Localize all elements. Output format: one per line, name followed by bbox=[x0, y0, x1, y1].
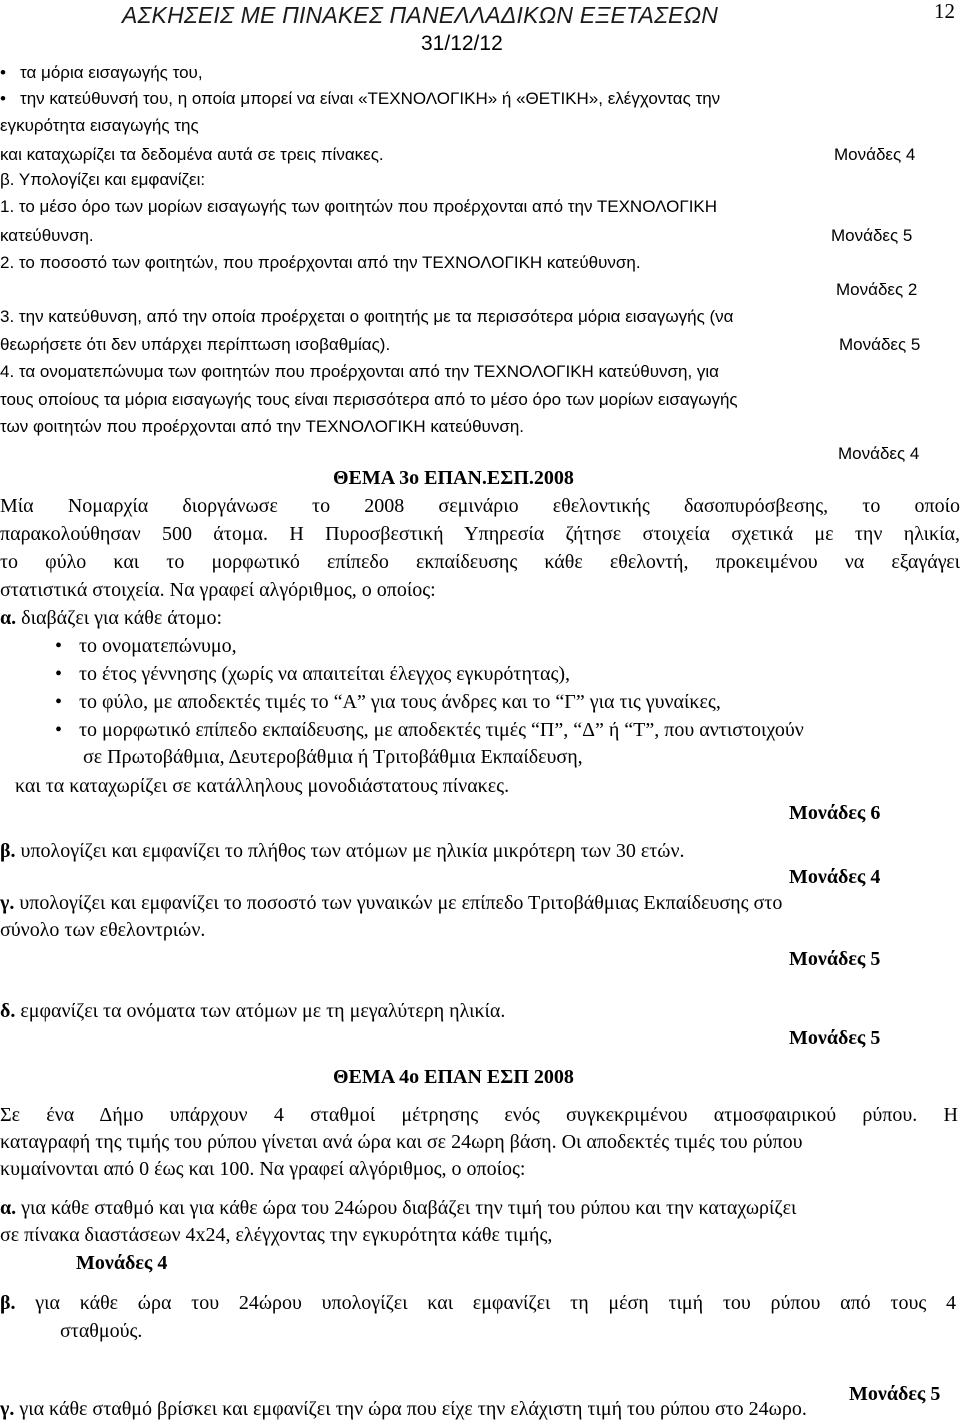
points-label: Μονάδες 4 bbox=[789, 866, 881, 888]
page-number: 12 bbox=[934, 0, 955, 23]
bullet-item: • το φύλο, με αποδεκτές τιμές το “Α” για τους άνδρες και το “Γ” για τις γυναίκες, bbox=[55, 691, 721, 713]
bullet-item: • το μορφωτικό επίπεδο εκπαίδευσης, με αποδεκτές τιμές “Π”, “Δ” ή “Τ”, που αντιστοιχούν bbox=[55, 719, 804, 741]
item-label: γ. bbox=[0, 892, 15, 914]
bullet-item: • το ονοματεπώνυμο, bbox=[55, 635, 237, 657]
paragraph-line: Μία Νομαρχία διοργάνωσε το 2008 σεμινάριο εθελοντικής δασοπυρόσβεσης, το οποίο bbox=[0, 495, 960, 517]
text-line: σύνολο των εθελοντριών. bbox=[0, 919, 206, 941]
text-line: θεωρήσετε ότι δεν υπάρχει περίπτωση ισοβαθμίας). bbox=[0, 335, 391, 354]
points-label: Μονάδες 5 bbox=[789, 948, 881, 970]
bullet-icon: • bbox=[55, 663, 63, 685]
text-line: 2. το ποσοστό των φοιτητών, που προέρχονται από την ΤΕΧΝΟΛΟΓΙΚΗ κατεύθυνση. bbox=[0, 253, 641, 272]
paragraph-line: Σε ένα Δήμο υπάρχουν 4 σταθμοί μέτρησης ενός συγκεκριμένου ατμοσφαιρικού ρύπου. Η bbox=[0, 1104, 958, 1126]
text-line: 4. τα ονοματεπώνυμα των φοιτητών που προέρχονται από την ΤΕΧΝΟΛΟΓΙΚΗ κατεύθυνση, για bbox=[0, 362, 719, 381]
text-line: τους οποίους τα μόρια εισαγωγής τους είναι περισσότερα από το μέσο όρο των μορίων εισαγωγής bbox=[0, 390, 738, 409]
item-label: γ. bbox=[0, 1398, 15, 1420]
text-line: 1. το μέσο όρο των μορίων εισαγωγής των φοιτητών που προέρχονται από την ΤΕΧΝΟΛΟΓΙΚΗ bbox=[0, 197, 718, 216]
item-label: δ. bbox=[0, 1000, 16, 1022]
item-d: δ. εμφανίζει τα ονόματα των ατόμων με τη μεγαλύτερη ηλικία. bbox=[0, 1000, 506, 1022]
text-line: σταθμούς. bbox=[60, 1320, 143, 1342]
paragraph-line: παρακολούθησαν 500 άτομα. Η Πυροσβεστική Υπηρεσία ζήτησε στοιχεία σχετικά με την ηλικία, bbox=[0, 523, 960, 545]
section-title: ΘΕΜΑ 4ο ΕΠΑΝ ΕΣΠ 2008 bbox=[333, 1066, 574, 1088]
paragraph-line: στατιστικά στοιχεία. Να γραφεί αλγόριθμος, ο οποίος: bbox=[0, 579, 436, 601]
text-line: και καταχωρίζει τα δεδομένα αυτά σε τρεις πίνακες. bbox=[0, 145, 384, 164]
points-label: Μονάδες 2 bbox=[836, 280, 918, 299]
item-c: γ. υπολογίζει και εμφανίζει το ποσοστό των γυναικών με επίπεδο Τριτοβάθμιας Εκπαίδευσης στο bbox=[0, 892, 783, 914]
item-label: β. bbox=[0, 840, 16, 862]
item-b: β. για κάθε ώρα του 24ώρου υπολογίζει και εμφανίζει τη μέση τιμή του ρύπου από τους 4 bbox=[0, 1292, 956, 1314]
bullet-icon: • bbox=[55, 719, 63, 741]
item-label: α. bbox=[0, 607, 17, 629]
item-b: β. υπολογίζει και εμφανίζει το πλήθος των ατόμων με ηλικία μικρότερη των 30 ετών. bbox=[0, 840, 685, 862]
text-line: εγκυρότητα εισαγωγής της bbox=[0, 116, 199, 135]
points-label: Μονάδες 5 bbox=[849, 1383, 941, 1405]
bullet-item: • τα μόρια εισαγωγής του, bbox=[0, 63, 203, 82]
item-label: β. bbox=[0, 1292, 16, 1314]
text-line: σε Πρωτοβάθμια, Δευτεροβάθμια ή Τριτοβάθμια Εκπαίδευση, bbox=[83, 746, 583, 768]
text-line: και τα καταχωρίζει σε κατάλληλους μονοδιάστατους πίνακες. bbox=[15, 775, 510, 797]
text-line: 3. την κατεύθυνση, από την οποία προέρχεται ο φοιτητής με τα περισσότερα μόρια εισαγωγής (να bbox=[0, 307, 734, 326]
paragraph-line: καταγραφή της τιμής του ρύπου γίνεται ανά ώρα και σε 24ωρη βάση. Οι αποδεκτές τιμές του ρύπου bbox=[0, 1131, 803, 1153]
text-line: των φοιτητών που προέρχονται από την ΤΕΧΝΟΛΟΓΙΚΗ κατεύθυνση. bbox=[0, 417, 525, 436]
bullet-item: • το έτος γέννησης (χωρίς να απαιτείται έλεγχος εγκυρότητας), bbox=[55, 663, 571, 685]
paragraph-line: κυμαίνονται από 0 έως και 100. Να γραφεί αλγόριθμος, ο οποίος: bbox=[0, 1158, 526, 1180]
item-label: α. bbox=[0, 1197, 17, 1219]
item-a: α. για κάθε σταθμό και για κάθε ώρα του 24ώρου διαβάζει την τιμή του ρύπου και την καταχωρίζει bbox=[0, 1197, 797, 1219]
header-date: 31/12/12 bbox=[421, 32, 503, 55]
points-label: Μονάδες 5 bbox=[839, 335, 921, 354]
text-line: κατεύθυνση. bbox=[0, 226, 94, 245]
points-label: Μονάδες 4 bbox=[834, 145, 916, 164]
header-title: ΑΣΚΗΣΕΙΣ ΜΕ ΠΙΝΑΚΕΣ ΠΑΝΕΛΛΑΔΙΚΩΝ ΕΞΕΤΑΣΕΩΝ bbox=[122, 2, 719, 28]
text-line: σε πίνακα διαστάσεων 4x24, ελέγχοντας την εγκυρότητα κάθε τιμής, bbox=[0, 1224, 553, 1246]
bullet-icon: • bbox=[0, 63, 6, 82]
item-c: γ. για κάθε σταθμό βρίσκει και εμφανίζει την ώρα που είχε την ελάχιστη τιμή του ρύπου στο 24ωρο. bbox=[0, 1398, 807, 1420]
bullet-icon: • bbox=[55, 635, 63, 657]
points-label: Μονάδες 6 bbox=[789, 802, 881, 824]
paragraph-line: το φύλο και το μορφωτικό επίπεδο εκπαίδευσης κάθε εθελοντή, προκειμένου να εξαγάγει bbox=[0, 551, 960, 573]
points-label: Μονάδες 5 bbox=[831, 226, 913, 245]
points-label: Μονάδες 4 bbox=[838, 444, 920, 463]
subheading: β. Υπολογίζει και εμφανίζει: bbox=[0, 170, 206, 189]
bullet-icon: • bbox=[0, 89, 6, 108]
section-title: ΘΕΜΑ 3ο ΕΠΑΝ.ΕΣΠ.2008 bbox=[333, 467, 574, 489]
item-a: α. διαβάζει για κάθε άτομο: bbox=[0, 607, 223, 629]
bullet-item: • την κατεύθυνσή του, η οποία μπορεί να είναι «ΤΕΧΝΟΛΟΓΙΚΗ» ή «ΘΕΤΙΚΗ», ελέγχοντας την bbox=[0, 89, 721, 108]
points-label: Μονάδες 5 bbox=[789, 1027, 881, 1049]
points-label: Μονάδες 4 bbox=[76, 1252, 168, 1274]
bullet-icon: • bbox=[55, 691, 63, 713]
